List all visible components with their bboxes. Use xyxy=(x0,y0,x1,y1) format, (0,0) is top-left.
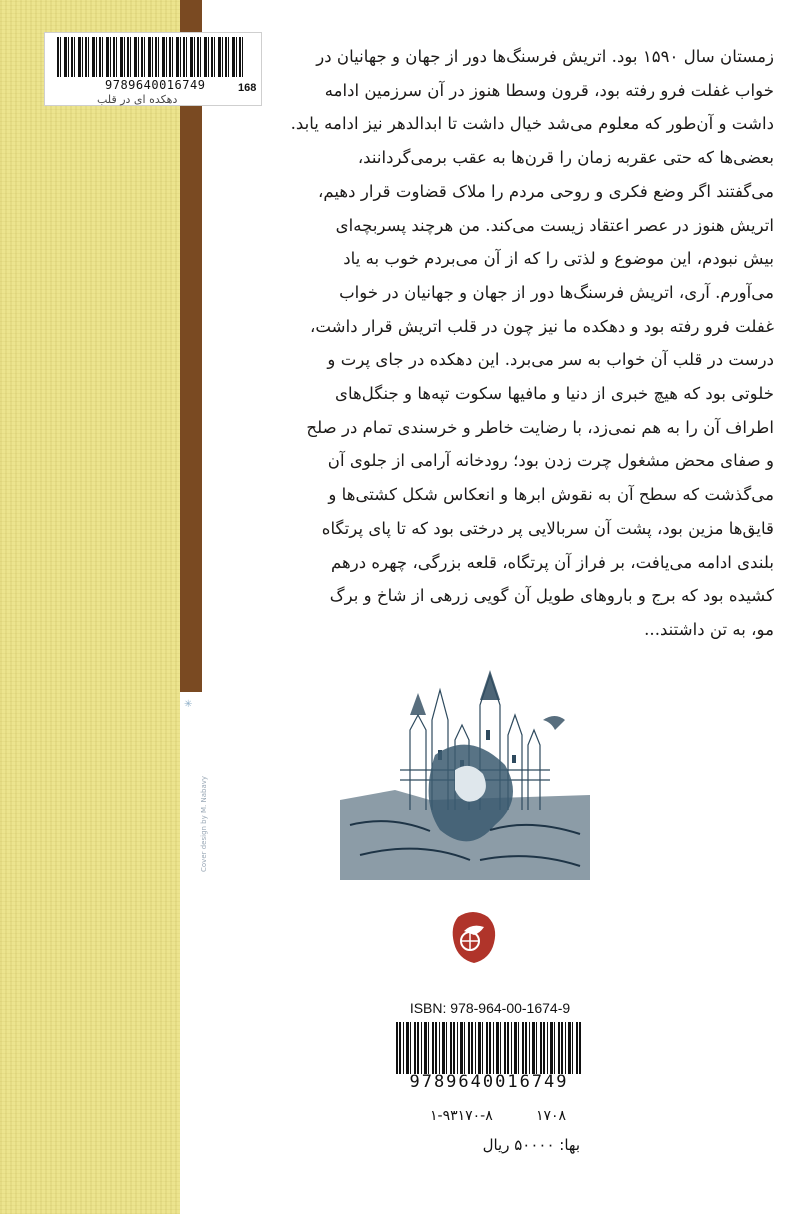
text-line: خواب غفلت فرو رفته بود، قرون وسطا هنوز در آن سرزمین ادامه xyxy=(324,80,774,100)
text-line: کشیده بود که برج و باروهای طویل آن گویی زرهی از شاخ و برگ xyxy=(329,586,774,606)
text-line: داشت و آن‌طور که معلوم می‌شد خیال داشت تا ابدالدهر نیز ادامه یابد. xyxy=(290,114,774,134)
yellow-spine-panel xyxy=(0,0,180,1214)
text-line: بلندی ادامه می‌یافت، بر فراز آن پرتگاه، قلعه بزرگی، چهره درهم xyxy=(330,552,774,572)
sticker-barcode-number: 9789640016749 xyxy=(105,78,206,92)
text-line: خلوتی بود که هیچ خبری از دنیا و مافیها سکوت تپه‌ها و جنگل‌های xyxy=(334,384,774,404)
text-line: بعضی‌ها که حتی عقربه زمان را قرن‌ها به عقب برمی‌گردانند، xyxy=(357,148,774,168)
price-label: بها: ۵۰۰۰۰ ریال xyxy=(482,1136,580,1154)
castle-illustration xyxy=(340,660,590,880)
text-line: مو، به تن داشتند... xyxy=(644,619,774,639)
horse-rider-logo xyxy=(448,905,498,965)
text-line: غفلت فرو رفته بود و دهکده ما نیز چون در قلب اتریش قرار داشت، xyxy=(310,316,774,336)
text-line: بیش نبودم، این موضوع و لذتی را که از آن می‌بردم خوب به یاد xyxy=(343,249,774,269)
cover-design-credit: Cover design by M. Nabavy xyxy=(200,775,208,872)
isbn-label: ISBN: 978-964-00-1674-9 xyxy=(409,1000,571,1016)
isbn-barcode xyxy=(396,1022,582,1074)
text-line: می‌آورم. آری، اتریش فرسنگ‌ها دور از جهان و جهانیان در خواب xyxy=(339,282,774,302)
text-line: قایق‌ها مزین بود، پشت آن سربالایی پر درختی بود که تا پای پرتگاه xyxy=(321,518,774,538)
snowflake-icon: ✳ xyxy=(184,699,193,710)
synopsis-text xyxy=(216,40,774,647)
catalog-code: ۱-۹۳۱۷۰-۸ xyxy=(430,1108,493,1124)
text-line: درست در قلب آن خواب به سر می‌برد. این دهکده در جای پرت و xyxy=(327,350,774,370)
text-line: و صفای محض مشغول چرت زدن بود؛ رودخانه آرامی از جلوی آن xyxy=(327,451,774,471)
text-line: می‌گفتند اگر وضع فکری و روحی مردم را ملاک قضاوت قرار دهیم، xyxy=(318,181,774,201)
catalog-number: ۱۷۰۸ xyxy=(536,1108,567,1124)
text-line: زمستان سال ۱۵۹۰ بود. اتریش فرسنگ‌ها دور از جهان و جهانیان در xyxy=(316,47,774,66)
text-line: می‌گذشت که سطح آن به نقوش ابرها و انعکاس شکل کشتی‌ها و xyxy=(328,485,774,505)
text-line: اطراف آن را به هم نمی‌زد، با رضایت خاطر و خرسندی تمام در صلح xyxy=(306,417,774,437)
isbn-barcode-number: 9789640016749 xyxy=(409,1072,569,1092)
text-line: اتریش هنوز در عصر اعتقاد زیست می‌کند. من هرچند پسربچه‌ای xyxy=(335,215,774,235)
sticker-code: 168 xyxy=(238,82,257,94)
sticker-title: دهکده ای در قلب xyxy=(97,93,178,106)
